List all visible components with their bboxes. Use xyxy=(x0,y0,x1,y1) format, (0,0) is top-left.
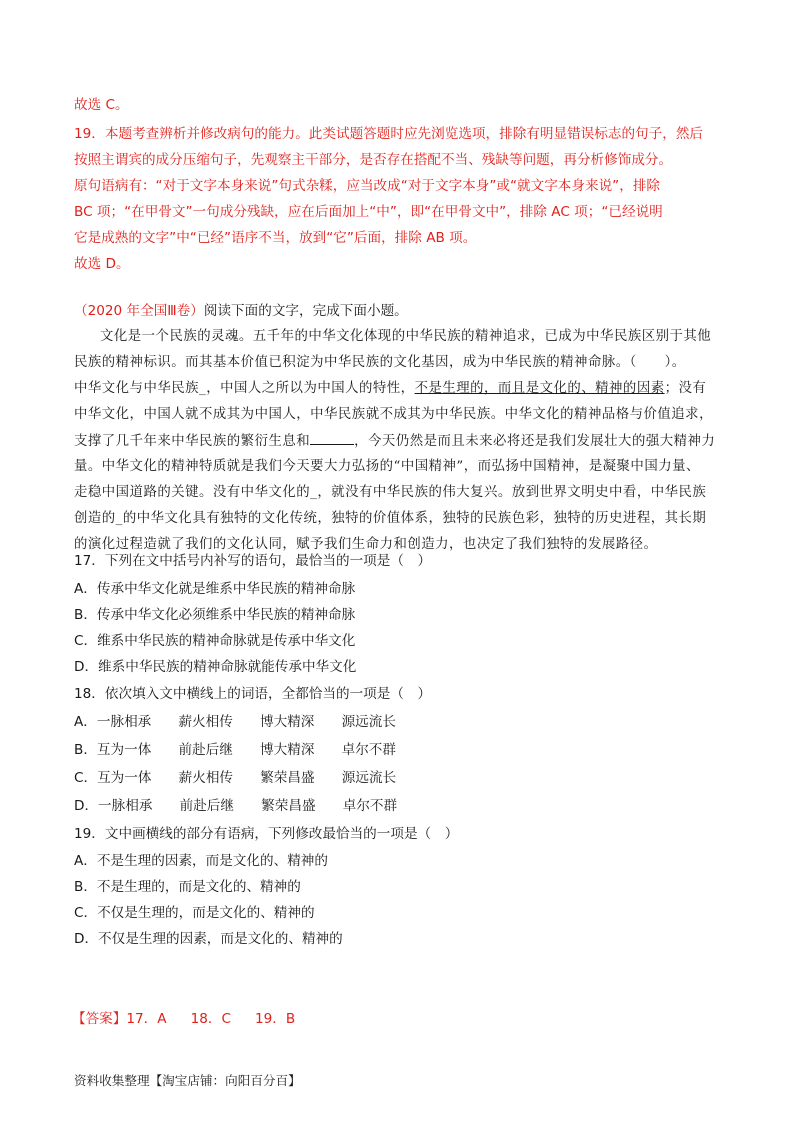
q19-option-c: C．不仅是生理的，而是文化的、精神的 xyxy=(74,905,315,921)
passage-line-7: 走稳中国道路的关键。没有中华文化的_，就没有中华民族的伟大复兴。放到世界文明史中看，中华民族 xyxy=(74,485,707,500)
q18-option-a: A．一脉相承 薪火相传 博大精深 源远流长 xyxy=(74,714,396,730)
q17-option-c: C．维系中华民族的精神命脉就是传承中华文化 xyxy=(74,633,356,649)
q19-analysis-choice: 故选 D。 xyxy=(74,256,130,272)
prev-answer-choice: 故选 C。 xyxy=(74,97,129,113)
answer-line xyxy=(72,1010,295,1028)
q19-analysis-line-4: BC 项；“在甲骨文”一句成分残缺，应在后面加上“中”，即“在甲骨文中”，排除 AC 项；“已经说明 xyxy=(74,204,663,220)
passage-line-5 xyxy=(74,432,715,451)
q18-stem: 18．依次填入文中横线上的词语，全都恰当的一项是（ ） xyxy=(74,686,432,702)
passage-line-8: 创造的_的中华文化具有独特的文化传统，独特的价值体系，独特的民族色彩，独特的历史进程，其长期 xyxy=(74,511,707,526)
fill-blank xyxy=(310,432,354,445)
q19-analysis-line-2: 按照主谓宾的成分压缩句子，先观察主干部分，是否存在搭配不当、残缺等问题，再分析修饰成分。 xyxy=(74,152,673,168)
passage-line-6: 量。中华文化的精神特质就是我们今天要大力弘扬的“中国精神”，而弘扬中国精神，是凝聚中国力量、 xyxy=(74,459,700,474)
passage-line-3-a: 中华文化与中华民族_，中国人之所以为中国人的特性， xyxy=(74,381,415,396)
answer-18: 18．C xyxy=(190,1011,231,1027)
passage-line-3 xyxy=(74,380,706,398)
q17-option-d: D．维系中华民族的精神命脉就能传承中华文化 xyxy=(74,659,357,675)
q18-option-b: B．互为一体 前赴后继 博大精深 卓尔不群 xyxy=(74,742,396,758)
q18-option-c: C．互为一体 薪火相传 繁荣昌盛 源远流长 xyxy=(74,770,397,786)
q18-option-d: D．一脉相承 前赴后继 繁荣昌盛 卓尔不群 xyxy=(74,798,398,814)
q17-option-b: B．传承中华文化必须维系中华民族的精神命脉 xyxy=(74,607,356,623)
passage-header xyxy=(74,302,408,320)
passage-line-2: 民族的精神标识。而其基本价值已积淀为中华民族的文化基因，成为中华民族的精神命脉。（ ）。 xyxy=(74,355,686,370)
underlined-sentence: 不是生理的，而且是文化的、精神的因素 xyxy=(414,381,665,396)
passage-line-5-b: ，今天仍然是而且未来必将还是我们发展壮大的强大精神力 xyxy=(354,434,716,449)
answer-17: 17．A xyxy=(126,1011,167,1027)
passage-line-5-a: 支撑了几千年来中华民族的繁衍生息和 xyxy=(74,434,311,449)
q19-option-b: B．不是生理的，而是文化的、精神的 xyxy=(74,879,301,895)
q19-analysis-line-1: 19．本题考查辨析并修改病句的能力。此类试题答题时应先浏览选项，排除有明显错误标志的句子，然后 xyxy=(74,126,704,142)
q19-option-a: A．不是生理的因素，而是文化的、精神的 xyxy=(74,853,328,869)
passage-line-3-b: ；没有 xyxy=(664,381,707,396)
q19-option-d: D．不仅是生理的因素，而是文化的、精神的 xyxy=(74,931,343,947)
source-label: （2020 年全国Ⅲ卷） xyxy=(74,303,204,319)
q19-analysis-line-5: 它是成熟的文字”中“已经”语序不当，放到“它”后面，排除 AB 项。 xyxy=(74,230,477,246)
q17-option-a: A．传承中华文化就是维系中华民族的精神命脉 xyxy=(74,581,356,597)
answer-label: 【答案】 xyxy=(72,1011,127,1027)
q19-stem: 19．文中画横线的部分有语病，下列修改最恰当的一项是（ ） xyxy=(74,826,459,842)
q19-analysis-line-3: 原句语病有：“对于文字本身来说”句式杂糅，应当改成“对于文字本身”或“就文字本身来说”，排除 xyxy=(74,178,661,194)
passage-line-1: 文化是一个民族的灵魂。五千年的中华文化体现的中华民族的精神追求，已成为中华民族区别于其他 xyxy=(100,329,712,344)
passage-instruction: 阅读下面的文字，完成下面小题。 xyxy=(203,303,408,319)
q17-stem: 17．下列在文中括号内补写的语句，最恰当的一项是（ ） xyxy=(74,553,432,569)
passage-line-4: 中华文化，中国人就不成其为中国人，中华民族就不成其为中华民族。中华文化的精神品格与价值追求， xyxy=(74,407,713,422)
footer-source: 资料收集整理【淘宝店铺：向阳百分百】 xyxy=(74,1073,301,1088)
answer-19: 19．B xyxy=(254,1011,296,1027)
passage-line-9: 的演化过程造就了我们的文化认同，赋予我们生命力和创造力，也决定了我们独特的发展路径。 xyxy=(74,537,658,552)
